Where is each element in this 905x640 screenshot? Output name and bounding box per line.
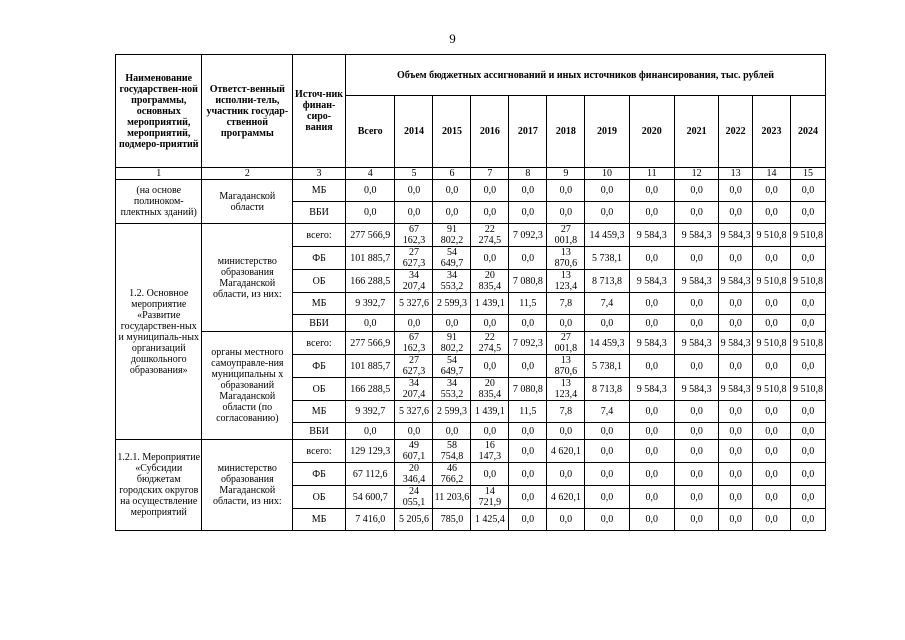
cell-value: 0,0: [509, 355, 547, 378]
cell-value: 0,0: [395, 202, 433, 224]
cell-value: 9 584,3: [674, 224, 718, 247]
cell-value: 0,0: [674, 247, 718, 270]
financing-table: [115, 54, 826, 531]
cell-value: 0,0: [471, 180, 509, 202]
cell-total: 0,0: [345, 202, 395, 224]
column-number: 2: [202, 168, 293, 180]
cell-value: 0,0: [629, 423, 674, 440]
header-year: 2019: [585, 96, 629, 168]
cell-value: 0,0: [719, 440, 753, 463]
cell-total: 9 392,7: [345, 293, 395, 315]
cell-value: 0,0: [629, 509, 674, 531]
header-responsible: Ответст-венный исполни-тель, участник государ-ственной программы: [202, 55, 293, 168]
cell-value: 2 599,3: [433, 293, 471, 315]
cell-value: 4 620,1: [547, 440, 585, 463]
row-responsible: министерство образования Магаданской области, из них:: [202, 224, 293, 332]
cell-value: 9 510,8: [790, 378, 825, 401]
cell-value: 0,0: [753, 315, 791, 332]
cell-value: 13 870,6: [547, 355, 585, 378]
cell-value: 0,0: [433, 180, 471, 202]
cell-value: 0,0: [585, 315, 629, 332]
cell-value: 7,8: [547, 401, 585, 423]
cell-value: 0,0: [719, 509, 753, 531]
cell-value: 9 510,8: [790, 224, 825, 247]
cell-value: 9 584,3: [629, 332, 674, 355]
cell-value: 0,0: [585, 423, 629, 440]
header-year: 2024: [790, 96, 825, 168]
row-source: МБ: [293, 180, 346, 202]
row-source: МБ: [293, 509, 346, 531]
cell-value: 0,0: [547, 509, 585, 531]
cell-value: 9 510,8: [753, 270, 791, 293]
cell-value: 0,0: [433, 315, 471, 332]
cell-value: 67 162,3: [395, 224, 433, 247]
cell-value: 9 584,3: [719, 378, 753, 401]
cell-value: 24 055,1: [395, 486, 433, 509]
cell-value: 7,4: [585, 401, 629, 423]
cell-value: 0,0: [753, 423, 791, 440]
cell-value: 0,0: [753, 463, 791, 486]
row-source: ОБ: [293, 270, 346, 293]
cell-value: 34 553,2: [433, 378, 471, 401]
cell-value: 4 620,1: [547, 486, 585, 509]
cell-value: 0,0: [471, 355, 509, 378]
row-name: 1.2. Основное мероприятие «Развитие государствен-ных и муниципаль-ных организаций дошкольного образования»: [116, 224, 202, 440]
table-row: [116, 224, 826, 247]
cell-value: 0,0: [719, 463, 753, 486]
cell-value: 54 649,7: [433, 355, 471, 378]
cell-value: 7 092,3: [509, 224, 547, 247]
cell-value: 0,0: [585, 202, 629, 224]
header-volume: Объем бюджетных ассигнований и иных источников финансирования, тыс. рублей: [345, 55, 825, 96]
cell-value: 9 510,8: [753, 378, 791, 401]
cell-value: 9 584,3: [719, 270, 753, 293]
cell-total: 0,0: [345, 423, 395, 440]
cell-value: 0,0: [719, 293, 753, 315]
header-year: 2023: [753, 96, 791, 168]
column-number: 12: [674, 168, 718, 180]
cell-value: 22 274,5: [471, 332, 509, 355]
row-source: всего:: [293, 440, 346, 463]
cell-value: 0,0: [585, 180, 629, 202]
row-source: ФБ: [293, 247, 346, 270]
table-row: [116, 180, 826, 202]
column-number: 6: [433, 168, 471, 180]
cell-value: 0,0: [509, 486, 547, 509]
cell-value: 0,0: [753, 355, 791, 378]
cell-value: 0,0: [753, 401, 791, 423]
cell-value: 0,0: [547, 202, 585, 224]
cell-value: 14 721,9: [471, 486, 509, 509]
cell-value: 5 738,1: [585, 247, 629, 270]
cell-value: 0,0: [674, 355, 718, 378]
cell-value: 0,0: [719, 355, 753, 378]
cell-value: 785,0: [433, 509, 471, 531]
cell-value: 0,0: [629, 180, 674, 202]
cell-value: 91 802,2: [433, 224, 471, 247]
cell-value: 7 080,8: [509, 270, 547, 293]
table-row: [116, 332, 826, 355]
cell-value: 27 627,3: [395, 355, 433, 378]
cell-value: 0,0: [509, 202, 547, 224]
cell-value: 27 001,8: [547, 224, 585, 247]
row-source: МБ: [293, 293, 346, 315]
cell-value: 11 203,6: [433, 486, 471, 509]
cell-value: 0,0: [471, 423, 509, 440]
cell-total: 9 392,7: [345, 401, 395, 423]
cell-value: 9 584,3: [719, 224, 753, 247]
cell-value: 9 584,3: [674, 378, 718, 401]
cell-value: 13 123,4: [547, 378, 585, 401]
cell-value: 0,0: [629, 486, 674, 509]
cell-value: 14 459,3: [585, 332, 629, 355]
row-responsible: Магаданской области: [202, 180, 293, 224]
cell-value: 0,0: [509, 180, 547, 202]
cell-value: 0,0: [629, 293, 674, 315]
cell-value: 0,0: [719, 315, 753, 332]
cell-value: 0,0: [471, 315, 509, 332]
cell-value: 0,0: [674, 293, 718, 315]
cell-value: 67 162,3: [395, 332, 433, 355]
column-number: 5: [395, 168, 433, 180]
row-responsible: министерство образования Магаданской области, из них:: [202, 440, 293, 531]
cell-value: 7,4: [585, 293, 629, 315]
column-number: 9: [547, 168, 585, 180]
cell-value: 9 510,8: [753, 224, 791, 247]
cell-value: 0,0: [547, 463, 585, 486]
header-source: Источ-ник финан-сиро-вания: [293, 55, 346, 168]
column-number: 1: [116, 168, 202, 180]
cell-value: 13 870,6: [547, 247, 585, 270]
cell-value: 0,0: [753, 486, 791, 509]
column-number: 8: [509, 168, 547, 180]
cell-value: 0,0: [629, 401, 674, 423]
cell-value: 9 584,3: [629, 224, 674, 247]
column-number: 14: [753, 168, 791, 180]
cell-value: 34 553,2: [433, 270, 471, 293]
cell-total: 67 112,6: [345, 463, 395, 486]
cell-total: 166 288,5: [345, 378, 395, 401]
header-year: 2021: [674, 96, 718, 168]
cell-value: 0,0: [790, 315, 825, 332]
row-source: ОБ: [293, 486, 346, 509]
cell-value: 1 439,1: [471, 401, 509, 423]
row-source: ОБ: [293, 378, 346, 401]
cell-value: 0,0: [585, 486, 629, 509]
header-year: 2015: [433, 96, 471, 168]
cell-value: 22 274,5: [471, 224, 509, 247]
cell-value: 5 327,6: [395, 401, 433, 423]
row-name: 1.2.1. Мероприятие «Субсидии бюджетам городских округов на осуществление мероприятий: [116, 440, 202, 531]
cell-value: 8 713,8: [585, 270, 629, 293]
column-number: 4: [345, 168, 395, 180]
header-year: 2018: [547, 96, 585, 168]
cell-value: 49 607,1: [395, 440, 433, 463]
cell-value: 0,0: [629, 440, 674, 463]
cell-value: 9 584,3: [719, 332, 753, 355]
cell-value: 1 425,4: [471, 509, 509, 531]
cell-value: 0,0: [674, 180, 718, 202]
cell-value: 0,0: [790, 247, 825, 270]
cell-value: 20 346,4: [395, 463, 433, 486]
cell-total: 129 129,3: [345, 440, 395, 463]
cell-value: 0,0: [509, 440, 547, 463]
cell-value: 0,0: [395, 423, 433, 440]
cell-value: 0,0: [753, 247, 791, 270]
cell-value: 27 001,8: [547, 332, 585, 355]
cell-value: 0,0: [790, 355, 825, 378]
row-source: МБ: [293, 401, 346, 423]
cell-value: 9 584,3: [629, 270, 674, 293]
cell-value: 0,0: [790, 202, 825, 224]
cell-value: 0,0: [395, 180, 433, 202]
cell-value: 0,0: [674, 486, 718, 509]
cell-value: 0,0: [547, 315, 585, 332]
cell-value: 0,0: [790, 440, 825, 463]
cell-value: 20 835,4: [471, 378, 509, 401]
cell-value: 0,0: [790, 293, 825, 315]
cell-value: 0,0: [629, 315, 674, 332]
column-number: 11: [629, 168, 674, 180]
cell-value: 0,0: [674, 401, 718, 423]
cell-value: 0,0: [719, 423, 753, 440]
cell-value: 0,0: [585, 440, 629, 463]
cell-total: 101 885,7: [345, 247, 395, 270]
cell-value: 91 802,2: [433, 332, 471, 355]
column-number: 3: [293, 168, 346, 180]
cell-value: 7 080,8: [509, 378, 547, 401]
cell-value: 0,0: [471, 463, 509, 486]
cell-value: 0,0: [674, 423, 718, 440]
cell-value: 0,0: [629, 247, 674, 270]
cell-value: 0,0: [674, 509, 718, 531]
table-row: [116, 440, 826, 463]
cell-value: 0,0: [509, 423, 547, 440]
cell-value: 58 754,8: [433, 440, 471, 463]
header-year: 2014: [395, 96, 433, 168]
cell-value: 9 510,8: [753, 332, 791, 355]
column-number: 13: [719, 168, 753, 180]
cell-value: 0,0: [753, 180, 791, 202]
cell-value: 0,0: [719, 401, 753, 423]
cell-value: 0,0: [790, 423, 825, 440]
cell-total: 0,0: [345, 315, 395, 332]
cell-total: 54 600,7: [345, 486, 395, 509]
cell-total: 7 416,0: [345, 509, 395, 531]
cell-total: 277 566,9: [345, 224, 395, 247]
cell-value: 0,0: [674, 315, 718, 332]
column-number: 10: [585, 168, 629, 180]
row-source: ФБ: [293, 463, 346, 486]
header-name: Наименование государствен-ной программы, основных мероприятий, мероприятий, подмеро-приятий: [116, 55, 202, 168]
row-source: ВБИ: [293, 202, 346, 224]
cell-value: 0,0: [433, 423, 471, 440]
cell-value: 0,0: [509, 463, 547, 486]
row-source: всего:: [293, 332, 346, 355]
cell-value: 0,0: [790, 486, 825, 509]
header-total: Всего: [345, 96, 395, 168]
cell-value: 0,0: [585, 463, 629, 486]
cell-value: 0,0: [753, 202, 791, 224]
cell-value: 0,0: [790, 180, 825, 202]
cell-value: 9 584,3: [629, 378, 674, 401]
cell-value: 7 092,3: [509, 332, 547, 355]
page-number: 9: [449, 31, 456, 46]
cell-value: 9 510,8: [790, 332, 825, 355]
cell-value: 0,0: [629, 355, 674, 378]
cell-value: 34 207,4: [395, 270, 433, 293]
cell-value: 0,0: [509, 315, 547, 332]
cell-value: 11,5: [509, 401, 547, 423]
cell-value: 0,0: [471, 202, 509, 224]
row-responsible: органы местного самоуправле-ния муниципальны х образований Магаданской области (по согласованию): [202, 332, 293, 440]
cell-value: 0,0: [547, 423, 585, 440]
cell-value: 11,5: [509, 293, 547, 315]
cell-value: 0,0: [674, 463, 718, 486]
cell-value: 0,0: [395, 315, 433, 332]
cell-value: 2 599,3: [433, 401, 471, 423]
cell-value: 0,0: [719, 180, 753, 202]
cell-value: 5 738,1: [585, 355, 629, 378]
cell-value: 16 147,3: [471, 440, 509, 463]
cell-value: 54 649,7: [433, 247, 471, 270]
cell-value: 0,0: [509, 509, 547, 531]
cell-value: 0,0: [471, 247, 509, 270]
cell-value: 0,0: [629, 463, 674, 486]
row-source: ВБИ: [293, 423, 346, 440]
cell-value: 0,0: [753, 293, 791, 315]
cell-value: 0,0: [790, 463, 825, 486]
cell-value: 1 439,1: [471, 293, 509, 315]
cell-value: 0,0: [674, 440, 718, 463]
cell-value: 34 207,4: [395, 378, 433, 401]
cell-value: 46 766,2: [433, 463, 471, 486]
header-year: 2016: [471, 96, 509, 168]
cell-value: 0,0: [753, 440, 791, 463]
cell-value: 0,0: [719, 486, 753, 509]
header-year: 2022: [719, 96, 753, 168]
cell-total: 277 566,9: [345, 332, 395, 355]
column-number: 7: [471, 168, 509, 180]
cell-total: 0,0: [345, 180, 395, 202]
cell-value: 13 123,4: [547, 270, 585, 293]
cell-value: 5 205,6: [395, 509, 433, 531]
cell-value: 0,0: [629, 202, 674, 224]
cell-value: 9 584,3: [674, 332, 718, 355]
cell-value: 9 584,3: [674, 270, 718, 293]
column-number: 15: [790, 168, 825, 180]
cell-value: 0,0: [719, 202, 753, 224]
cell-value: 7,8: [547, 293, 585, 315]
cell-value: 5 327,6: [395, 293, 433, 315]
row-source: всего:: [293, 224, 346, 247]
row-name: (на основе полиноком-плектных зданий): [116, 180, 202, 224]
cell-value: 14 459,3: [585, 224, 629, 247]
cell-value: 0,0: [433, 202, 471, 224]
cell-value: 0,0: [719, 247, 753, 270]
cell-value: 0,0: [790, 509, 825, 531]
cell-value: 0,0: [585, 509, 629, 531]
header-year: 2017: [509, 96, 547, 168]
row-source: ВБИ: [293, 315, 346, 332]
cell-value: 8 713,8: [585, 378, 629, 401]
cell-value: 0,0: [547, 180, 585, 202]
cell-value: 9 510,8: [790, 270, 825, 293]
cell-value: 0,0: [790, 401, 825, 423]
cell-value: 0,0: [753, 509, 791, 531]
cell-value: 0,0: [674, 202, 718, 224]
cell-value: 20 835,4: [471, 270, 509, 293]
cell-total: 101 885,7: [345, 355, 395, 378]
cell-total: 166 288,5: [345, 270, 395, 293]
header-year: 2020: [629, 96, 674, 168]
row-source: ФБ: [293, 355, 346, 378]
cell-value: 0,0: [509, 247, 547, 270]
cell-value: 27 627,3: [395, 247, 433, 270]
